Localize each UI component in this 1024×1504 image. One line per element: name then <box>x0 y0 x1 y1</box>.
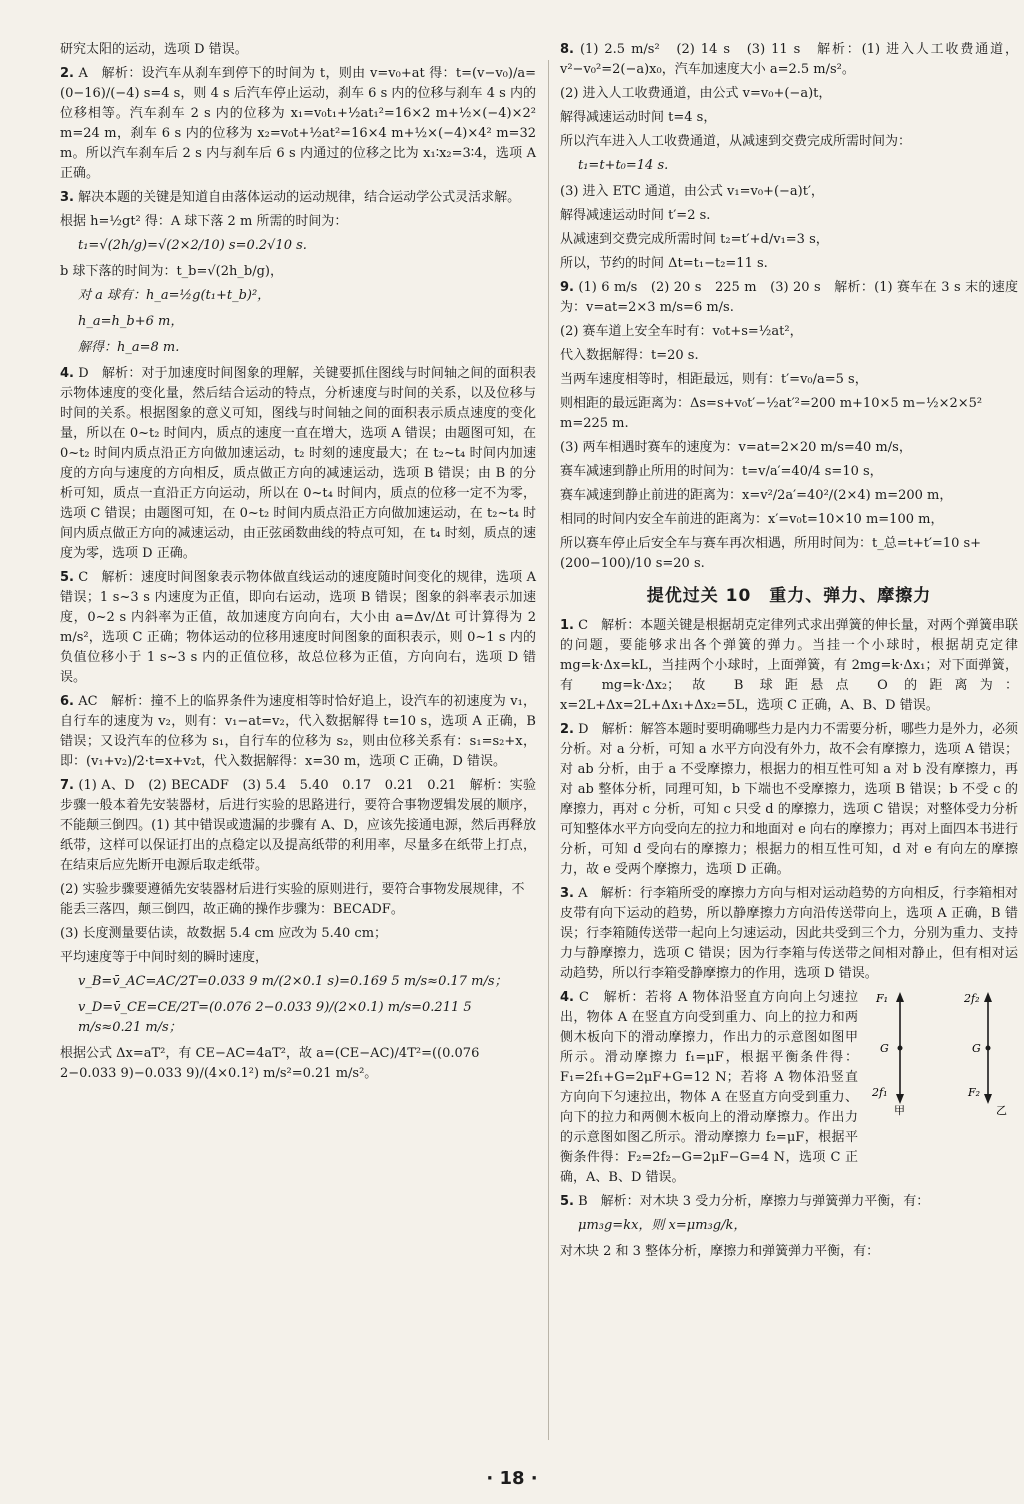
yi-point <box>986 1046 991 1051</box>
yi-bottom-label: F₂ <box>968 1086 981 1099</box>
answer-text: C 解析：速度时间图象表示物体做直线运动的速度随时间变化的规律，选项 A 错误；1 s~3 s 内速度为正值，即向右运动，选项 B 错误；图象的斜率表示加速度，0~2 s 内斜率为正值，故加速度方向向右，大小由 a=Δv/Δt 可计算得为 2 m/s²，选项 C 正确；物体运动的位移用速度时间图象的面积表示，则 0~1 s 内的负值位移小于 1 s~3 s 内的正值位移，故总位移为正值，方向向右，选项 D 错误。 <box>60 570 537 685</box>
answer-line: 代入数据解得：t=20 s. <box>560 348 699 363</box>
formula-line: t₁=√(2h/g)=√(2×2/10) s=0.2√10 s. <box>78 238 307 253</box>
left-column <box>60 40 536 1088</box>
answer-8 <box>560 40 1018 80</box>
answer-number: 5. <box>60 570 74 585</box>
column-divider <box>548 60 549 1440</box>
answer-line: b 球下落的时间为：t_b=√(2h_b/g)， <box>60 264 283 279</box>
jia-mid-label: G <box>880 1042 889 1055</box>
answer-line: 对木块 2 和 3 整体分析，摩擦力和弹簧弹力平衡，有： <box>560 1244 880 1259</box>
answer-line: 解得减速运动时间 t=4 s， <box>560 110 717 125</box>
answer-text: A 解析：设汽车从刹车到停下的时间为 t，则由 v=v₀+at 得：t=(v−v₀)/a=(0−16)/(−4) s=4 s，则 4 s 后汽车停止运动，刹车 6 s 内的位移与刹车 4 s 内的位移相等。汽车刹车 2 s 内的位移为 x₁=v₀t₁+½at₁²=16×2 m+½×(−4)×2² m=24 m，刹车 6 s 内的位移为 x₂=v₀t+½at²=16×4 m+½×(−4)×4² m=32 m。所以汽车刹车后 2 s 内与刹车后 6 s 内通过的位移之比为 x₁∶x₂=3∶4，选项 A 正确。 <box>60 66 536 181</box>
answer-line: (3) 进入 ETC 通道，由公式 v₁=v₀+(−a)t′， <box>560 184 824 199</box>
answer-line: 当两车速度相等时，相距最远，则有：t′=v₀/a=5 s， <box>560 372 868 387</box>
answer-line: (3) 两车相遇时赛车的速度为：v=at=2×20 m/s=40 m/s， <box>560 440 912 455</box>
page-number: · 18 · <box>486 1468 538 1489</box>
answer-line: 所以，节约的时间 Δt=t₁−t₂=11 s. <box>560 256 768 271</box>
answer-s4-wrap <box>560 988 1018 1188</box>
jia-point <box>898 1046 903 1051</box>
answer-line: 则相距的最远距离为：Δs=s+v₀t′−½at′²=200 m+10×5 m−½×2×5² m=225 m. <box>560 396 983 431</box>
answer-text: AC 解析：撞不上的临界条件为速度相等时恰好追上，设汽车的初速度为 v₁，自行车的速度为 v₂，则有：v₁−at=v₂，代入数据解得 t=10 s，选项 A 正确，B 错误；又设汽车的位移为 s₁，自行车的位移为 s₂，则由位移关系有：s₁=s₂+x，即：(v₁+v₂)/2·t=x+v₂t，代入数据解得：x=30 m，选项 C 正确，D 错误。 <box>60 694 536 769</box>
answer-text: B 解析：对木块 3 受力分析，摩擦力与弹簧弹力平衡，有： <box>578 1194 930 1209</box>
answer-3 <box>60 188 536 208</box>
formula-line: 对 a 球有：h_a=½g(t₁+t_b)²， <box>78 288 271 303</box>
answer-4 <box>60 364 536 564</box>
answer-line: 根据公式 Δx=aT²，有 CE−AC=4aT²，故 a=(CE−AC)/4T²=((0.076 2−0.033 9)−0.033 9)/(4×0.1²) m/s²=0.21 m/s²。 <box>60 1046 480 1081</box>
jia-arrow-down <box>896 1094 904 1104</box>
answer-text: C 解析：本题关键是根据胡克定律列式求出弹簧的伸长量，对两个弹簧串联的问题，要能够求出各个弹簧的弹力。当挂一个小球时，根据胡克定律 mg=k·Δx=kL，当挂两个小球时，上面弹簧，有 2mg=k·Δx₁；对下面弹簧，有 mg=k·Δx₂；故 B 球距悬点 O 的距离为：x=2L+Δx=2L+Δx₁+Δx₂=5L，选项 C 正确，A、B、D 错误。 <box>560 618 1018 713</box>
answer-text: A 解析：行李箱所受的摩擦力方向与相对运动趋势的方向相反，行李箱相对皮带有向下运动的趋势，所以静摩擦力方向沿传送带向上，选项 A 正确，B 错误；行李箱随传送带一起向上匀速运动，因此共受到三个力，分别为重力、支持力与静摩擦力，选项 C 错误；因为行李箱与传送带之间相对静止，但有相对运动趋势，所以行李箱受静摩擦力的作用，选项 D 错误。 <box>560 886 1019 981</box>
jia-caption: 甲 <box>894 1104 905 1117</box>
answer-line: (2) 进入人工收费通道，由公式 v=v₀+(−a)t， <box>560 86 832 101</box>
answer-continuation: 研究太阳的运动，选项 D 错误。 <box>60 42 248 57</box>
yi-arrow-down <box>984 1094 992 1104</box>
answer-line: (2) 实验步骤要遵循先安装器材后进行实验的原则进行，要符合事物发展规律，不能丢三落四，颠三倒四，故正确的操作步骤为：BECADF。 <box>60 882 525 917</box>
answer-s5 <box>560 1192 1018 1212</box>
answer-line: 赛车减速到静止前进的距离为：x=v²/2a′=40²/(2×4) m=200 m， <box>560 488 953 503</box>
answer-line: 赛车减速到静止所用的时间为：t=v/a′=40/4 s=10 s， <box>560 464 883 479</box>
section-title: 提优过关 10 重力、弹力、摩擦力 <box>646 586 932 606</box>
answer-number: 2. <box>560 722 574 737</box>
yi-mid-label: G <box>972 1042 981 1055</box>
answer-number: 2. <box>60 66 74 81</box>
answer-6 <box>60 692 536 772</box>
formula-line: v_D=v̄_CE=CE/2T=(0.076 2−0.033 9)/(2×0.1) m/s=0.211 5 m/s≈0.21 m/s； <box>78 1000 472 1035</box>
answer-text: D 解析：对于加速度时间图象的理解，关键要抓住图线与时间轴之间的面积表示物体速度的变化量，然后结合运动的特点，分析速度与时间的关系，以及位移与时间的关系。根据图象的意义可知，图线与时间轴之间的面积表示质点速度的变化量，所以在 0~t₂ 时间内，质点的速度一直在增大，选项 A 错误；由题图可知，在 0~t₂ 时间内质点沿正方向做加速运动，t₂ 时刻的速度最大；在 t₂~t₄ 时间内加速度的方向与速度的方向相反，质点做正方向的减速运动，选项 B 错误；由 B 的分析可知，质点一直沿正方向运动，所以在 0~t₄ 时间内，质点的位移一定不为零，选项 C 错误；由题图可知，在 0~t₂ 时间内质点沿正方向做加速运动，在 t₂~t₄ 时间内质点做正方向的减速运动，由正弦函数曲线的特点可知，在 t₄ 时刻，质点的速度为零，选项 D 正确。 <box>60 366 536 561</box>
jia-arrow-up <box>896 992 904 1002</box>
answer-line: 根据 h=½gt² 得：A 球下落 2 m 所需的时间为： <box>60 214 348 229</box>
answer-number: 6. <box>60 694 74 709</box>
answer-text: (1) 6 m/s (2) 20 s 225 m (3) 20 s 解析：(1) 赛车在 3 s 末的速度为：v=at=2×3 m/s=6 m/s. <box>560 280 1018 315</box>
answer-5 <box>60 568 536 688</box>
formula-line: h_a=h_b+6 m， <box>78 314 184 329</box>
answer-number: 9. <box>560 280 574 295</box>
answer-line: 平均速度等于中间时刻的瞬时速度， <box>60 950 269 965</box>
force-diagram <box>868 988 1018 1118</box>
answer-text: C 解析：若将 A 物体沿竖直方向向上匀速拉出，物体 A 在竖直方向受到重力、向上的拉力和两侧木板向下的滑动摩擦力，作出力的示意图如图甲所示。滑动摩擦力 f₁=μF，根据平衡条件得：F₁=2f₁+G=2μF+G=12 N；若将 A 物体沿竖直方向向下匀速拉出，物体 A 在竖直方向受到重力、向下的拉力和两侧木板向上的滑动摩擦力。作出力的示意图如图乙所示。滑动摩擦力 f₂=μF，根据平衡条件得：F₂=2f₂−G=2μF−G=4 N，选项 C 正确，A、B、D 错误。 <box>560 990 858 1185</box>
yi-top-label: 2f₂ <box>964 992 980 1005</box>
yi-caption: 乙 <box>996 1104 1007 1117</box>
right-column <box>560 40 1018 1266</box>
answer-text: 解决本题的关键是知道自由落体运动的运动规律，结合运动学公式灵活求解。 <box>78 190 521 205</box>
formula-line: v_B=v̄_AC=AC/2T=0.033 9 m/(2×0.1 s)=0.169 5 m/s≈0.17 m/s； <box>78 974 508 989</box>
yi-arrow-up <box>984 992 992 1002</box>
answer-line: 相同的时间内安全车前进的距离为：x′=v₀t=10×10 m=100 m， <box>560 512 944 527</box>
answer-number: 3. <box>60 190 74 205</box>
answer-2 <box>60 64 536 184</box>
answer-line: 所以汽车进入人工收费通道，从减速到交费完成所需时间为： <box>560 134 912 149</box>
answer-7 <box>60 776 536 876</box>
answer-number: 8. <box>560 42 574 57</box>
answer-text: (1) A、D (2) BECADF (3) 5.4 5.40 0.17 0.21 0.21 解析：实验步骤一般本着先安装器材，后进行实验的思路进行，要符合事物逻辑发展的顺序，不能颠三倒四。(1) 其中错误或遗漏的步骤有 A、D，应该先接通电源，然后再释放纸带，这样可以保证打出的点稳定以及提高纸带的利用率，尽量多在纸带上打点，在结束后应先断开电源后取走纸带。 <box>60 778 536 873</box>
answer-number: 4. <box>560 990 574 1005</box>
answer-number: 4. <box>60 366 74 381</box>
answer-number: 3. <box>560 886 574 901</box>
answer-line: 解得减速运动时间 t′=2 s. <box>560 208 711 223</box>
answer-line: (2) 赛车道上安全车时有：v₀t+s=½at²， <box>560 324 803 339</box>
formula-line: μm₃g=kx，则 x=μm₃g/k， <box>578 1218 747 1233</box>
answer-text: (1) 2.5 m/s² (2) 14 s (3) 11 s 解析：(1) 进入人工收费通道，v²−v₀²=2(−a)x₀，汽车加速度大小 a=2.5 m/s²。 <box>560 42 1018 77</box>
answer-s1 <box>560 616 1018 716</box>
answer-number: 7. <box>60 778 74 793</box>
answer-9 <box>560 278 1018 318</box>
jia-bottom-label: 2f₁ <box>872 1086 888 1099</box>
jia-top-label: F₁ <box>876 992 889 1005</box>
answer-s3 <box>560 884 1018 984</box>
answer-line: 从减速到交费完成所需时间 t₂=t′+d/v₁=3 s， <box>560 232 829 247</box>
answer-line: 所以赛车停止后安全车与赛车再次相遇，所用时间为：t_总=t+t′=10 s+(200−100)/10 s=20 s. <box>560 536 982 571</box>
answer-number: 5. <box>560 1194 574 1209</box>
answer-s2 <box>560 720 1018 880</box>
answer-line: (3) 长度测量要估读，故数据 5.4 cm 应改为 5.40 cm； <box>60 926 388 941</box>
answer-text: D 解析：解答本题时要明确哪些力是内力不需要分析，哪些力是外力，必须分析。对 a 分析，可知 a 水平方向没有外力，故不会有摩擦力，选项 A 错误；对 ab 分析，由于 a 不受摩擦力，根据力的相互性可知 a 对 b 没有摩擦力，再对 ab 整体分析，同理可知，b 下端也不受摩擦力，选项 B 错误；b 不受 c 的摩擦力，再对 c 分析，可知 c 只受 d 的摩擦力，选项 C 错误；对整体受力分析可知整体水平方向受向左的拉力和地面对 e 向右的摩擦力；再对上面四本书进行分析，可知 d 受向右的摩擦力；根据力的相互性可知，d 对 e 有向左的摩擦力，故 e 受两个摩擦力，选项 D 正确。 <box>560 722 1018 877</box>
formula-line: 解得：h_a=8 m. <box>78 340 180 355</box>
answer-number: 1. <box>560 618 574 633</box>
formula-line: t₁=t+t₀=14 s. <box>578 158 669 173</box>
